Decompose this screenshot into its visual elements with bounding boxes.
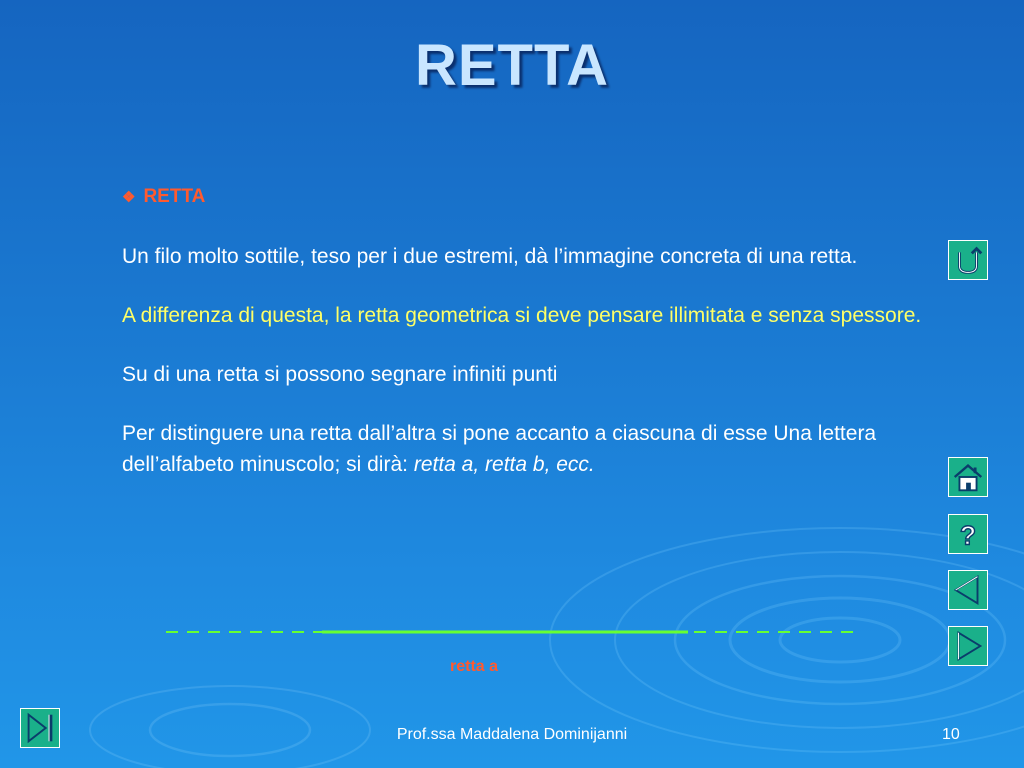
- home-icon: [949, 458, 987, 496]
- naming-examples: retta a, retta b, ecc.: [413, 453, 595, 476]
- undo-icon: [949, 241, 987, 279]
- line-diagram: [0, 620, 1024, 644]
- paragraph-naming: [122, 418, 922, 480]
- svg-text:?: ?: [959, 520, 977, 551]
- naming-text: Per distinguere una retta dall’altra si pone accanto a ciascuna di esse Una lettera dell’alfabeto minuscolo; si dirà:: [122, 422, 877, 476]
- help-icon: [949, 515, 987, 553]
- diamond-bullet-icon: ❖: [122, 189, 136, 206]
- home-button[interactable]: [948, 457, 988, 497]
- paragraph-geometric: A differenza di questa, la retta geometrica si deve pensare illimitata e senza spessore.: [122, 304, 922, 327]
- help-button[interactable]: [948, 514, 988, 554]
- back-icon: [949, 571, 987, 609]
- paragraph-points: Su di una retta si possono segnare infiniti punti: [122, 363, 558, 386]
- slide-content: [122, 180, 922, 508]
- footer-author: Prof.ssa Maddalena Dominijanni: [396, 726, 628, 743]
- line-label: retta a: [450, 658, 499, 675]
- heading-line: [122, 180, 922, 213]
- paragraph-definition: Un filo molto sottile, teso per i due estremi, dà l’immagine concreta di una retta.: [122, 245, 858, 268]
- section-heading: RETTA: [143, 186, 206, 207]
- page-number: 10: [942, 726, 960, 743]
- undo-button[interactable]: [948, 240, 988, 280]
- slide-title: RETTA: [414, 33, 609, 98]
- back-button[interactable]: [948, 570, 988, 610]
